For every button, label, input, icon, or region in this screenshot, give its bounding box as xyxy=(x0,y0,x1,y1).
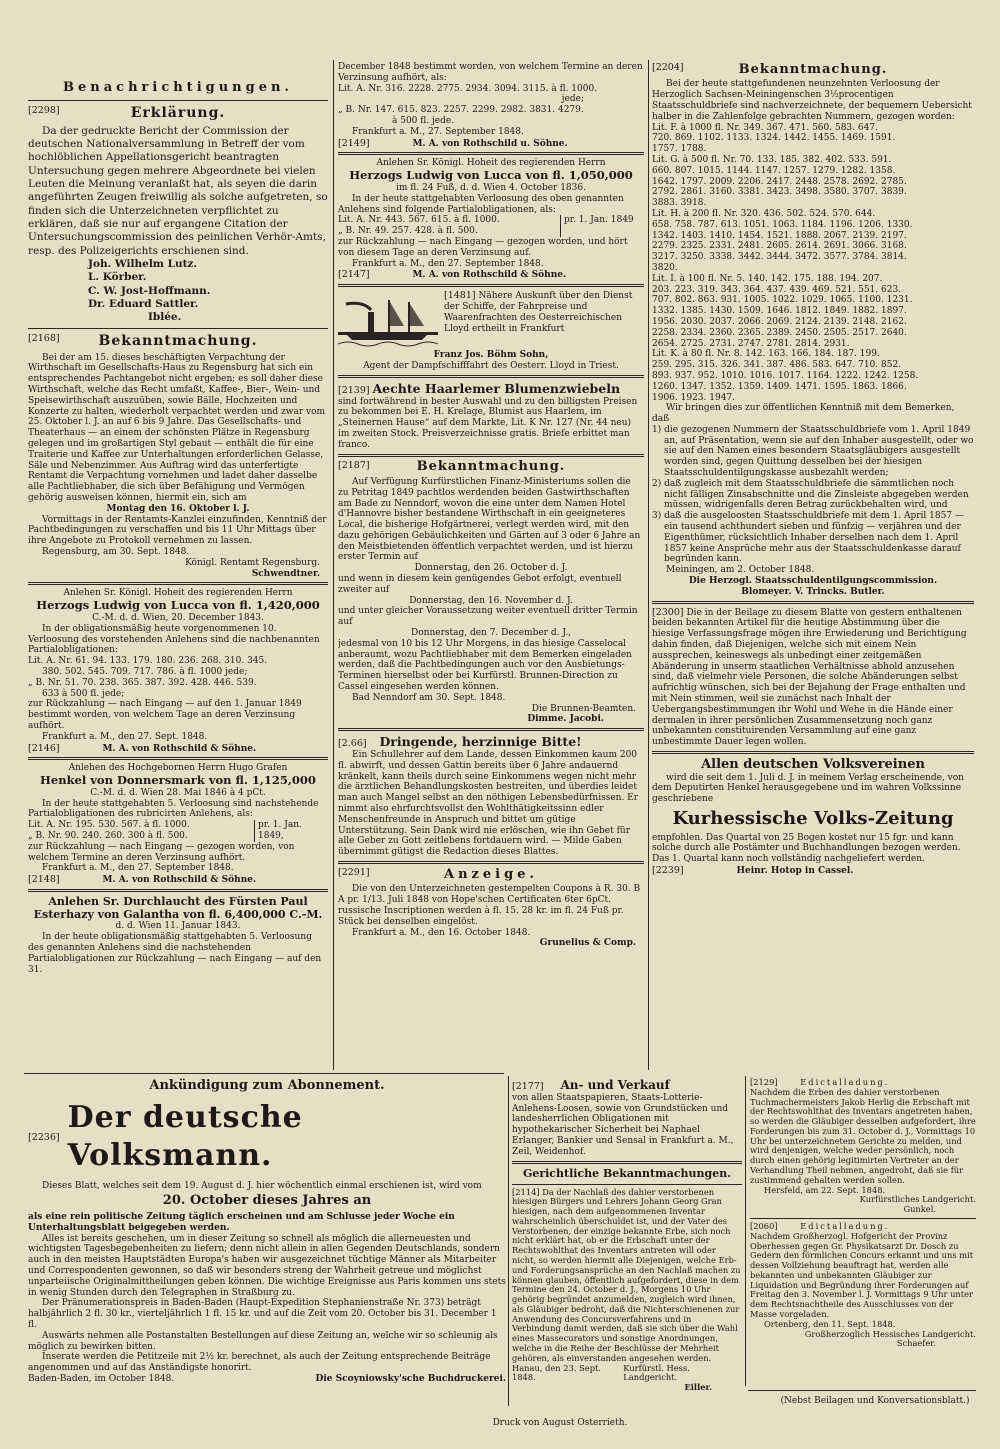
notice-ref: [2129] xyxy=(750,1078,778,1087)
notice-body: In der heute obligationsmäßig stattgehabten 5. Verloosung des genannten Anlehens sind die nachstehenden Partialobligationen zur Rückzahlung — nach Eingang — auf den 31. xyxy=(28,932,322,975)
notice-esterhazy-loan xyxy=(28,895,328,975)
divider xyxy=(28,100,328,101)
lot-line: „ B. Nr. 147. 615. 823. 2257. 2299. 2982. 3831. 4279. xyxy=(338,105,584,116)
notice-date: Donnerstag, den 7. December d. J., xyxy=(411,628,571,639)
notice-ref: [2148] xyxy=(28,874,60,886)
notice-subline: Agent der Dampfschifffahrt des Oesterr. Lloyd in Triest. xyxy=(363,360,619,371)
notice-signer: M. A. von Rothschild u. Söhne. xyxy=(412,138,568,149)
notice-signer: Die Brunnen-Beamten. xyxy=(531,703,636,714)
loan-title: d. d. Wien 11. Januar 1843. xyxy=(115,921,241,932)
divider xyxy=(28,328,328,329)
abo-text: als eine rein politische Zeitung täglich erscheinen und am Schlusse jeder Woche ein Unterhaltungsblatt beigegeben werden. xyxy=(28,1211,455,1233)
lot-line: jede; xyxy=(561,94,584,105)
notice-place: Bad Nenndorf am 30. Sept. 1848. xyxy=(352,692,506,703)
abonnement-block xyxy=(28,1078,506,1423)
notice-title: Anzeige. xyxy=(443,866,539,882)
loan-title: Anlehen Sr. Königl. Hoheit des regierenden Herrn xyxy=(376,158,606,169)
divider xyxy=(338,375,644,378)
notice-body: Die in der Beilage zu diesem Blatte von gestern enthaltenen beiden bekannten Artikel für die heutige Abstimmung über die hiesige Verfassungsfrage mögen ihre Erwiederung und Berichtigung dahin finden, daß Diejenigen, welche sich mit einem Nein aussprechen, keineswegs als unbedingt einer zeitgemäßen Abänderung in unserm staatlichen Verhältnisse abhold anzusehen sind, daß vielmehr viele Personen, die solche Abänderungen selbst aufrichtig wünschen, sich bei der Bejahung der Frage enthalten und mit Nein stimmen, weil sie zunächst nach Inhalt der Uebergangsbestimmungen ihr Wohl und Wehe in die Hände einer dermalen in ihrer persönlichen Zusammensetzung noch ganz unbekannten constituirenden Versammlung auf eine ganz unbestimmte Dauer legen wollen. xyxy=(652,607,967,748)
notice-ankauf xyxy=(512,1078,742,1158)
divider xyxy=(338,454,644,457)
loan-title: Herzogs Ludwig von Lucca von fl. 1,050,000 xyxy=(349,168,633,183)
lot-line: „ B. Nr. 51. 70. 238. 365. 387. 392. 428. 446. 539. xyxy=(28,677,257,688)
notice-edikt-hersfeld xyxy=(750,1078,976,1215)
abo-place: Baden-Baden, im October 1848. xyxy=(28,1373,175,1384)
abo-heading: Ankündigung zum Abonnement. xyxy=(149,1078,385,1093)
notice-ref: [1481] xyxy=(444,290,476,302)
divider xyxy=(28,757,328,760)
lot-line: 2792. 2861. 3160. 3381. 3423. 3498. 3580. 3707. 3839. xyxy=(652,187,907,198)
notice-body: In der heute stattgehabten Verloosung des oben genannten Anlehens sind folgende Partialobligationen, als: xyxy=(338,193,624,215)
column-3 xyxy=(652,62,974,1072)
lot-line: Lit. G. à 500 fl. Nr. 70. 133. 185. 382. 402. 533. 591. xyxy=(652,154,892,165)
lot-line: 2654. 2725. 2731. 2747. 2781. 2814. 2931. xyxy=(652,338,850,349)
lot-line: 893. 937. 952. 1010. 1016. 1017. 1164. 1222. 1242. 1258. xyxy=(652,370,919,381)
lot-line: 2279. 2325. 2331. 2481. 2605. 2614. 2691. 3066. 3168. xyxy=(652,241,907,252)
notice-place: Frankfurt a. M., den 27. September 1848. xyxy=(352,258,544,269)
notice-ref: [2239] xyxy=(652,864,684,876)
loan-title: C.-M. d. d. Wien 28. Mai 1846 à 4 pCt. xyxy=(90,787,266,798)
bottom-right xyxy=(750,1078,976,1388)
notice-regensburg xyxy=(28,332,328,580)
lot-line: Lit. A. Nr. 316. 2228. 2775. 2934. 3094. 3115. à fl. 1000. xyxy=(338,83,598,94)
notice-signer: Eiller. xyxy=(684,1382,712,1393)
notice-body-2: jedesmal von 10 bis 12 Uhr Morgens, in das hiesige Casselocal anberaumt, wozu Pachtliebhaber mit dem Bemerken eingeladen werden, daß die Pachtbedingungen auch vor den Ausbietungs-Terminen hierselbst oder bei Kurfürstl. Brunnen-Direction zu Cassel eingesehen werden können. xyxy=(338,638,632,693)
notice-signer: Großherzoglich Hessisches Landgericht. xyxy=(804,1328,976,1339)
notice-body: wird die seit dem 1. Juli d. J. in meinem Verlag erscheinende, von dem Deputirten Henkel herausgegebene und im wahren Volkssinne geschriebene xyxy=(652,772,964,805)
notice-item: 3) daß die ausgeloosten Staatsschuldbriefe mit dem 1. April 1857 — ein tausend achthundert sieben und fünfzig — verjähren und der Eigenthümer, rücksichtlich Inhaber derselben nach dem 1. April 1857 keine Ansprüche mehr aus der Staatsschuldenkasse darauf begründen kann. xyxy=(652,511,964,565)
abo-date: 20. October dieses Jahres an xyxy=(162,1193,372,1209)
notice-place: Ortenberg, den 11. Sept. 1848. xyxy=(764,1318,896,1329)
column-rule xyxy=(333,60,334,1070)
bottom-middle xyxy=(512,1078,742,1408)
notice-body-2: zur Rückzahlung — nach Eingang — auf den 1. Januar 1849 bestimmt worden, von welchem Tage an deren Verzinsung aufhört. xyxy=(28,699,302,731)
notice-place: Frankfurt a. M., 27. September 1848. xyxy=(352,126,524,137)
lot-line: Lit. F. à 1000 fl. Nr. 349. 367. 471. 560. 583. 647. xyxy=(652,122,878,133)
lot-line: 380. 502. 545. 709. 717. 786. à fl. 1000 jede; xyxy=(42,666,248,677)
notice-edikt-ortenberg xyxy=(750,1222,976,1349)
notice-body-2: Vormittags in der Rentamts-Kanzlei einzufinden, Kenntniß der Pachtbedingungen zu verschaffen und bis 11 Uhr Mittags über ihre Angebote zu Protokoll vernehmen zu lassen. xyxy=(28,514,327,547)
lot-line: Lit. A. Nr. 195. 530. 567. à fl. 1000. xyxy=(28,820,190,831)
abo-text: Inserate werden die Petitzeile mit 2½ kr. berechnet, als auch der Zeitung entsprechende Beiträge angenommen und auf das Anständigste honorirt. xyxy=(28,1352,491,1374)
lot-line: 1757. 1788. xyxy=(652,144,707,155)
lot-line: „ B. Nr. 90. 240. 260. 300 à fl. 500. xyxy=(28,831,188,842)
notice-date: Montag den 16. Oktober l. J. xyxy=(106,503,250,514)
loan-title: C.-M. d. d. Wien, 20. December 1843. xyxy=(92,612,264,623)
divider xyxy=(338,284,644,287)
notice-title: Bekanntmachung. xyxy=(98,332,258,349)
notice-body: von allen Staatspapieren, Staats-Lotterie-Anlehens-Loosen, sowie von Grundstücken und landesherrlichen Obligationen mit hypothekarischer Sicherheit bei Naphael Erlanger, Bankier und Sensal in Frankfurt a. M., Zeil, Weidenhof. xyxy=(512,1092,734,1157)
notice-haarlem xyxy=(338,381,644,451)
notice-body: Nähere Auskunft über den Dienst der Schiffe, der Fahrpreise und Waarenfrachten des Oesterreichischen Lloyd ertheilt in Frankfurt xyxy=(444,291,633,334)
lot-line: 1642. 1797. 2009. 2206. 2417. 2448. 2578. 2692. 2785. xyxy=(652,176,907,187)
notice-body: Auf Verfügung Kurfürstlichen Finanz-Ministeriums sollen die zu Petritag 1849 pachtlos werdenden beiden Gastwirthschaften am Bade zu Nenndorf, wovon die eine unter dem Namen Hotel d'Hannovre bisher bestandene Wirthschaft in ein geeigneteres Local, die bisherige Hofgärtnerei, verlegt werden wird, mit den dazu gehörigen Gebäulichkeiten und Gärten auf 3 oder 6 Jahre an den Meistbietenden öffentlich verpachtet werden, und ist hierzu erster Termin auf xyxy=(338,476,641,563)
lot-line: Lit. A. Nr. 443. 567. 615. à fl. 1000. xyxy=(338,215,500,226)
divider xyxy=(28,582,328,585)
lot-line: 1332. 1385. 1430. 1509. 1646. 1812. 1849. 1882. 1897. xyxy=(652,306,907,317)
notice-signer: Schwendtner. xyxy=(251,568,320,579)
supplement-note: (Nebst Beilagen und Konversationsblatt.) xyxy=(780,1396,970,1406)
lot-line: 1906. 1923. 1947. xyxy=(652,392,736,403)
abo-text: Alles ist bereits geschehen, um in dieser Zeitung so schnell als möglich die allerneuesten und wichtigsten Tagesbegebenheiten zu liefern; denn nicht allein in allen Gegenden Deutschlands, sondern auch in den meisten Hauptstädten Europa's haben wir ausgezeichnet tüchtige Männer als Mitarbeiter und Correspondenten gewonnen, so daß wir besonders streng der Wahrheit getreue und möglichst unparteiische Originalmittheilungen geben können. Die wichtige Ereignisse aus Paris kommen uns stets in wenig Stunden durch den Telegraphen in Straßburg zu. xyxy=(28,1233,506,1298)
notice-body: Ein Schullehrer auf dem Lande, dessen Einkommen kaum 200 fl. abwirft, und dessen Gattin bereits über 6 Jahre andauernd kränkelt, kann theils durch seine Einkommens wegen nicht mehr die ärztlichen Behandlungskosten bestreiten, und überdies leidet man auch Mangel selbst an den nöthigen Lebensbedürfnissen. Er nimmt also ehrfurchtsvollst den Wohlthätigkeitssinn edler Menschenfreunde in Anspruch und bittet um gütige Unterstützung. Sein Dank wird nie erlöschen, wie ihn Gebet für alle Geber zu Gott zeitlebens fortdauern wird. — Milde Gaben übernimmt gütigst die Redaction dieses Blattes. xyxy=(338,750,639,858)
notice-ref: [2187] xyxy=(338,459,370,471)
notice-lloyd xyxy=(338,290,644,372)
divider xyxy=(512,1184,742,1185)
divider xyxy=(750,1218,976,1219)
notice-nenndorf xyxy=(338,460,644,726)
notice-body: Da der gedruckte Bericht der Commission der deutschen Nationalversammlung in Betreff der vom hochlöblichen Appellationsgericht beantragten Untersuchung gegen mehrere Abgeordnete bei vielen Leuten die Meinung veranlaßt hat, als seyen die darin angeführten Zeugen freiwillig als solche aufgetreten, so finden sich die Unterzeichneten verpflichtet zu erklären, daß sie nur auf ergangene Citation der Untersuchungscommission des peinlichen Verhör-Amts, resp. des Polizeigerichts erschienen sind. xyxy=(28,124,328,257)
notice-place: Hersfeld, am 22. Sept. 1848. xyxy=(764,1184,886,1195)
lot-line: 3820. xyxy=(652,262,678,273)
notice-title: Allen deutschen Volksvereinen xyxy=(701,757,925,772)
notice-henkel-loan xyxy=(28,763,328,886)
notice-gran xyxy=(512,1188,742,1393)
lot-line: 3217. 3250. 3338. 3442. 3444. 3472. 3577. 3784. 3814. xyxy=(652,252,907,263)
notice-body: In der obligationsmäßig heute vorgenommenen 10. Verloosung des vorstehenden Anlehens sind die nachbenannten Partialobligationen: xyxy=(28,623,320,656)
notice-signer: Grunelius & Comp. xyxy=(539,938,636,949)
notice-signer: Franz Jos. Böhm Sohn, xyxy=(433,350,549,361)
notice-title: Dringende, herzinnige Bitte! xyxy=(379,734,582,750)
notice-ref: [2149] xyxy=(338,137,370,149)
column-rule xyxy=(508,1076,509,1406)
signer: C. W. Jost-Hoffmann. xyxy=(88,284,211,297)
notice-body: Nachdem Großherzogl. Hofgericht der Provinz Oberhessen gegen Gr. Physikatsarzt Dr. Dosch zu Gedern den förmlichen Concurs erkannt und uns mit dessen Vollziehung beauftragt hat, werden alle bekannten und unbekannten Gläubiger zur Liquidation und Begründung ihrer Forderungen auf Freitag den 3. November l. J. Vormittags 9 Uhr unter dem Rechtsnachtheile des Ausschlusses von der Masse vorgeladen. xyxy=(750,1230,974,1319)
lot-line: 658. 758. 787. 613. 1051. 1063. 1184. 1196. 1206. 1330. xyxy=(652,219,913,230)
notice-ref: [2204] xyxy=(652,62,684,73)
lot-line: 633 à 500 fl. jede; xyxy=(42,688,125,699)
divider xyxy=(652,751,974,754)
notice-ref: [2168] xyxy=(28,332,60,344)
lot-bracket: pr. 1. Jan. 1849, xyxy=(254,820,328,842)
section-title: Benachrichtigungen. xyxy=(63,80,293,95)
notice-lucca-loan-2 xyxy=(338,158,644,281)
signer: Iblée. xyxy=(148,311,182,324)
lot-line: 2258. 2334. 2360. 2365. 2389. 2450. 2505. 2517. 2640. xyxy=(652,327,907,338)
lot-line: 1956. 2030. 2037. 2066. 2069. 2124. 2139. 2148. 2162. xyxy=(652,316,907,327)
notice-date: Donnerstag, den 26. October d. J. xyxy=(414,563,568,574)
column-1 xyxy=(28,78,328,1073)
steamship-icon xyxy=(338,292,438,348)
divider xyxy=(338,728,644,731)
lot-line: 203. 223. 319. 343. 364. 437. 439. 469. 521. 551. 623. xyxy=(652,284,902,295)
notice-lucca-loan xyxy=(28,588,328,754)
abo-text: Dieses Blatt, welches seit dem 19. August d. J. hier wöchentlich einmal erschienen ist, wird vom xyxy=(42,1180,482,1191)
lot-line: 1342. 1403. 1410. 1454. 1521. 1888. 2067. 2139. 2197. xyxy=(652,230,907,241)
notice-signer: Gunkel. xyxy=(903,1204,936,1215)
abo-ref: [2236] xyxy=(28,1131,60,1143)
notice-place: Frankfurt a. M., den 27. September 1848. xyxy=(42,863,234,874)
section-rule xyxy=(748,1390,976,1391)
paper-title: Kurhessische Volks-Zeitung xyxy=(672,807,954,829)
loan-title: Henkel von Donnersmark von fl. 1,125,000 xyxy=(40,773,316,788)
notice-signer: Dimme. Jacobi. xyxy=(527,714,604,725)
notice-body-2: empfohlen. Das Quartal von 25 Bogen kostet nur 15 fgr. und kann solche durch alle Postämter und Buchhandlungen bezogen werden. Das 1. Quartal kann noch vollständig nachgeliefert werden. xyxy=(652,832,961,865)
notice-title: Bekanntmachung. xyxy=(738,62,888,77)
signer: Dr. Eduard Sattler. xyxy=(88,297,199,310)
notice-place: Meiningen, am 2. October 1848. xyxy=(666,565,815,576)
lot-line: à 500 fl. jede. xyxy=(392,115,455,126)
notice-date: Donnerstag, den 16. November d. J. xyxy=(409,595,573,606)
notice-signer: M. A. von Rothschild & Söhne. xyxy=(102,743,257,754)
notice-signer: Die Herzogl. Staatsschuldentilgungscommission. xyxy=(688,576,938,587)
notice-place: Frankfurt a. M., den 27. Sept. 1848. xyxy=(42,731,208,742)
notice-body: Bei der am 15. dieses beschäftigten Verpachtung der Wirthschaft im Gesellschafts-Haus zu Regensburg hat sich ein entsprechendes Pachtangebot nicht ergeben; es soll daher diese Wirthschaft, welche das Recht umfaßt, Kaffee-, Bier-, Wein- und Speisewirthschaft auszuüben, sowie Bälle, Hochzeiten und Konzerte zu halten, wiederholt verpachtet werden und zwar vom 25. Oktober l. J. an auf 6 bis 9 Jahre. Das Gesellschafts- und Theaterhaus — an einem der schönsten Plätze in Regensburg gelegen und im großartigen Styl gebaut — enthält die für eine Traiterie und Kaffee zur Unterhaltungen erforderlichen Gelasse, Säle und Nebenzimmer. Aus Auftrag wird das unterfertigte Rentamt die Verpachtung vornehmen und ladet daher dasselbe alle Pachtliebhaber, die sich über Befähigung und Vermögen gehörig ausweisen können, hiermit ein, sich am xyxy=(28,352,326,503)
lot-line: 660. 807. 1015. 1144. 1147. 1257. 1279. 1282. 1358. xyxy=(652,165,896,176)
divider xyxy=(28,889,328,892)
notice-meiningen xyxy=(652,62,974,598)
notice-title: Aechte Haarlemer Blumenzwiebeln xyxy=(372,380,621,396)
imprint: Druck von August Osterrieth. xyxy=(492,1418,628,1428)
notice-body-2: Wir bringen dies zur öffentlichen Kenntniß mit dem Bemerken, daß xyxy=(652,403,955,425)
notice-title: Edictalladung. xyxy=(800,1078,890,1087)
notice-signer: Kurfürstl. Hess. Landgericht. xyxy=(623,1362,690,1383)
notice-ref: [2300] xyxy=(652,606,684,618)
lot-line: 707. 802. 863. 931. 1005. 1022. 1029. 1065. 1100. 1231. xyxy=(652,295,913,306)
abo-signer: Die Scoyniowsky'sche Buchdruckerei. xyxy=(315,1373,506,1384)
abo-newspaper-name: Der deutsche Volksmann. xyxy=(67,1099,303,1173)
notice-erklaerung xyxy=(28,104,328,325)
notice-body-2: zur Rückzahlung — nach Eingang — gezogen worden, von welchem Termine an deren Verzinsung aufhört. xyxy=(28,841,295,863)
column-rule xyxy=(745,1076,746,1386)
notice-verfassung xyxy=(652,607,974,748)
notice-title: Erklärung. xyxy=(130,104,226,121)
notice-ref: [2139] xyxy=(338,384,370,396)
lot-line: Lit. K. à 80 fl. Nr. 8. 142. 163. 166. 184. 187. 199. xyxy=(652,349,880,360)
notice-ref: [2060] xyxy=(750,1220,778,1231)
notice-title: Bekanntmachung. xyxy=(416,459,566,475)
notice-signer: M. A. von Rothschild & Söhne. xyxy=(412,270,567,281)
notice-ref: [2114] xyxy=(512,1186,540,1197)
notice-bitte xyxy=(338,734,644,858)
notice-ref: [2146] xyxy=(28,742,60,754)
section-title: Gerichtliche Bekanntmachungen. xyxy=(522,1166,732,1180)
divider xyxy=(338,152,644,155)
notice-place: Frankfurt a. M., den 16. October 1848. xyxy=(352,927,531,938)
notice-place: Regensburg, am 30. Sept. 1848. xyxy=(42,546,190,557)
notice-signer: Schaefer. xyxy=(896,1338,936,1349)
notice-body-2: zur Rückzahlung — nach Eingang — gezogen worden, und hört von diesem Tage an deren Verzinsung auf. xyxy=(338,236,628,258)
notice-signer: Heinr. Hotop in Cassel. xyxy=(736,865,854,876)
abo-text: Der Pränumerationspreis in Baden-Baden (Haupt-Expedition Stephanienstraße Nr. 373) beträgt halbjährlich 2 fl. 30 kr., vierteljährlich 1 fl. 15 kr. und auf die Zeit vom 20. October bis 31. December 1 fl. xyxy=(28,1298,497,1330)
signer: Joh. Wilhelm Lutz. xyxy=(88,257,198,270)
section-rule xyxy=(24,1073,504,1074)
abo-text: Auswärts nehmen alle Postanstalten Bestellungen auf diese Zeitung an, welche wir so schleunig als möglich zu bewirken bitten. xyxy=(28,1330,498,1352)
lot-list xyxy=(652,123,974,404)
loan-title: im fl. 24 Fuß, d. d. Wien 4. October 1836. xyxy=(396,182,586,193)
lot-line: 3883. 3918. xyxy=(652,198,707,209)
notice-body: Da der Nachlaß des dahier verstorbenen hiesigen Bürgers und Lehrers Johann Georg Gran hiesigen, nach dem aufgenommenen Inventar wahrscheinlich überschuldet ist, und der Vater des Verstorbenen, der einzige bekannte Erbe, sich noch nicht erklärt hat, ob er die Erbschaft unter der Rechtswohlthat des Inventars antreten will oder nicht, so werden hiermit alle Diejenigen, welche Erb- und Forderungsansprüche an den Nachlaß machen zu können glauben, öffentlich aufgefordert, diese in dem Termine den 24. October d. J., Morgens 10 Uhr gehörig begründet anzumelden, zugleich wird ihnen, als Gläubiger bedroht, daß die Nichterschienenen zur Anwendung des Concursverfahrens und in Verbindung damit werden, daß sie sich über die Wahl eines Massecurators und sonstige Anordnungen, welche in die Reihe der Beschlüsse der Mehrheit gehören, als einverstanden angesehen werden. xyxy=(512,1186,741,1363)
notice-mid: und wenn in diesem kein genügendes Gebot erfolgt, eventuell zweiter auf xyxy=(338,574,622,595)
notice-ref: [2177] xyxy=(512,1081,544,1092)
divider xyxy=(512,1161,742,1164)
notice-body: Die von den Unterzeichneten gestempelten Coupons à R. 30. B A pr. 1/13. Juli 1848 von Hope'schen Certificaten 6ter 6pCt. russische Inscriptionen werden à fl. 15. 28 kr. im fl. 24 Fuß pr. Stück bei denselben eingelöst. xyxy=(338,884,641,927)
notice-body: In der heute stattgehabten 5. Verloosung sind nachstehende Partialobligationen des rubricirten Anlehens, als: xyxy=(28,798,319,820)
lot-line: Lit. A. Nr. 61. 94. 133. 179. 180. 236. 268. 310. 345. xyxy=(28,656,268,667)
loan-title: Anlehen Sr. Königl. Hoheit des regierenden Herrn xyxy=(63,588,293,599)
divider xyxy=(338,861,644,864)
column-rule xyxy=(648,60,649,1070)
notice-signer: Blomeyer. V. Trincks. Butler. xyxy=(741,586,885,597)
notice-title: An- und Verkauf xyxy=(560,1078,670,1092)
notice-ref: [2298] xyxy=(28,104,60,116)
signer: L. Körber. xyxy=(88,271,147,284)
lot-bracket: pr. 1. Jan. 1849 xyxy=(560,215,644,237)
lot-line: 259. 295. 315. 326. 341. 387. 486. 583. 647. 710. 852. xyxy=(652,360,902,371)
lot-line: 1260. 1347. 1352. 1359. 1409. 1471. 1595. 1863. 1866. xyxy=(652,381,907,392)
notice-ref: [2.66] xyxy=(338,738,367,750)
notice-signer: Königl. Rentamt Regensburg. xyxy=(185,557,320,568)
loan-title: Anlehen des Hochgebornen Herrn Hugo Grafen xyxy=(68,763,288,774)
lot-line: Lit. I. à 100 fl. Nr. 5. 140. 142. 175. 188. 194. 207. xyxy=(652,273,883,284)
notice-ref: [2291] xyxy=(338,867,370,878)
notice-place: Hanau, den 23. Sept. 1848. xyxy=(512,1362,602,1383)
notice-anzeige xyxy=(338,867,644,949)
notice-body: December 1848 bestimmt worden, von welchem Termine an deren Verzinsung aufhört, als: xyxy=(338,62,643,83)
notice-body: Bei der heute stattgefundenen neunzehnten Verloosung der Herzoglich Sachsen-Meiningenschen 3½procentigen Staatsschuldbriefe sind nachverzeichnete, der bequemern Uebersicht halber in die Zahlenfolge gebrachten Nummern, gezogen worden: xyxy=(652,79,972,122)
notice-body: sind fortwährend in bester Auswahl und zu den billigsten Preisen zu bekommen bei E. H. Krelage, Blumist aus Haarlem, im „Steinernen Hause“ auf dem Markte, Lit. K Nr. 127 (Nr. 44 neu) im zweiten Stock. Preisverzeichnisse gratis. Briefe erbittet man franco. xyxy=(338,396,638,450)
notice-continued xyxy=(338,62,644,149)
lot-line: Lit. H. à 200 fl. Nr. 320. 436. 502. 524. 570. 644. xyxy=(652,208,876,219)
notice-signer: M. A. von Rothschild & Söhne. xyxy=(102,875,257,886)
notice-item: 1) die gezogenen Nummern der Staatsschuldbriefe vom 1. April 1849 an, auf Präsentation, wenn sie auf den Inhaber ausgestellt, oder wo sie auf den Namen eines besondern Staatsgläubigers ausgestellt worden sind, gegen Quittung desselben bei der hiesigen Staatsschuldentilgungskasse ausbezahlt werden; xyxy=(652,424,974,479)
column-2 xyxy=(338,62,644,1072)
notice-item: 2) daß zugleich mit dem Staatsschuldbriefe die sämmtlichen noch nicht fälligen Zinsabschnitte und die Zinsleiste abgegeben werden müssen, widrigenfalls deren Betrag zurückbehalten wird, und xyxy=(652,478,969,511)
notice-mid: und unter gleicher Voraussetzung weiter eventuell dritter Termin auf xyxy=(338,606,638,628)
loan-title: Anlehen Sr. Durchlaucht des Fürsten Paul Esterhazy von Galantha von fl. 6,400,000 C.-M. xyxy=(33,895,323,922)
notice-signer: Kurfürstliches Landgericht. xyxy=(859,1194,976,1205)
notice-ref: [2147] xyxy=(338,269,370,281)
divider xyxy=(652,601,974,604)
lot-line: 720. 869. 1102. 1133. 1324. 1442. 1455. 1469. 1591. xyxy=(652,133,896,144)
notice-body: Nachdem die Erben des dahier verstorbenen Tuchmachermeisters Jakob Herlig die Erbschaft mit der Rechtswohlthat des Inventars angetreten haben, so werden die Gläubiger desselben aufgefordert, ihre Forderungen bis zum 31. October d. J., Vormittags 10 Uhr bei unterzeichnetem Gerichte zu melden, und wird denjenigen, welche weder persönlich, noch durch einen gehörig legitimirten Vertreter an der Verhandlung Theil nehmen, angedroht, daß sie für zustimmend gehalten werden sollen. xyxy=(750,1086,976,1185)
loan-title: Herzogs Ludwig von Lucca von fl. 1,420,000 xyxy=(36,598,320,613)
notice-title: Edictalladung. xyxy=(800,1220,890,1231)
notice-volksvereine xyxy=(652,757,974,877)
lot-line: „ B. Nr. 49. 257. 428. à fl. 500. xyxy=(338,226,478,237)
